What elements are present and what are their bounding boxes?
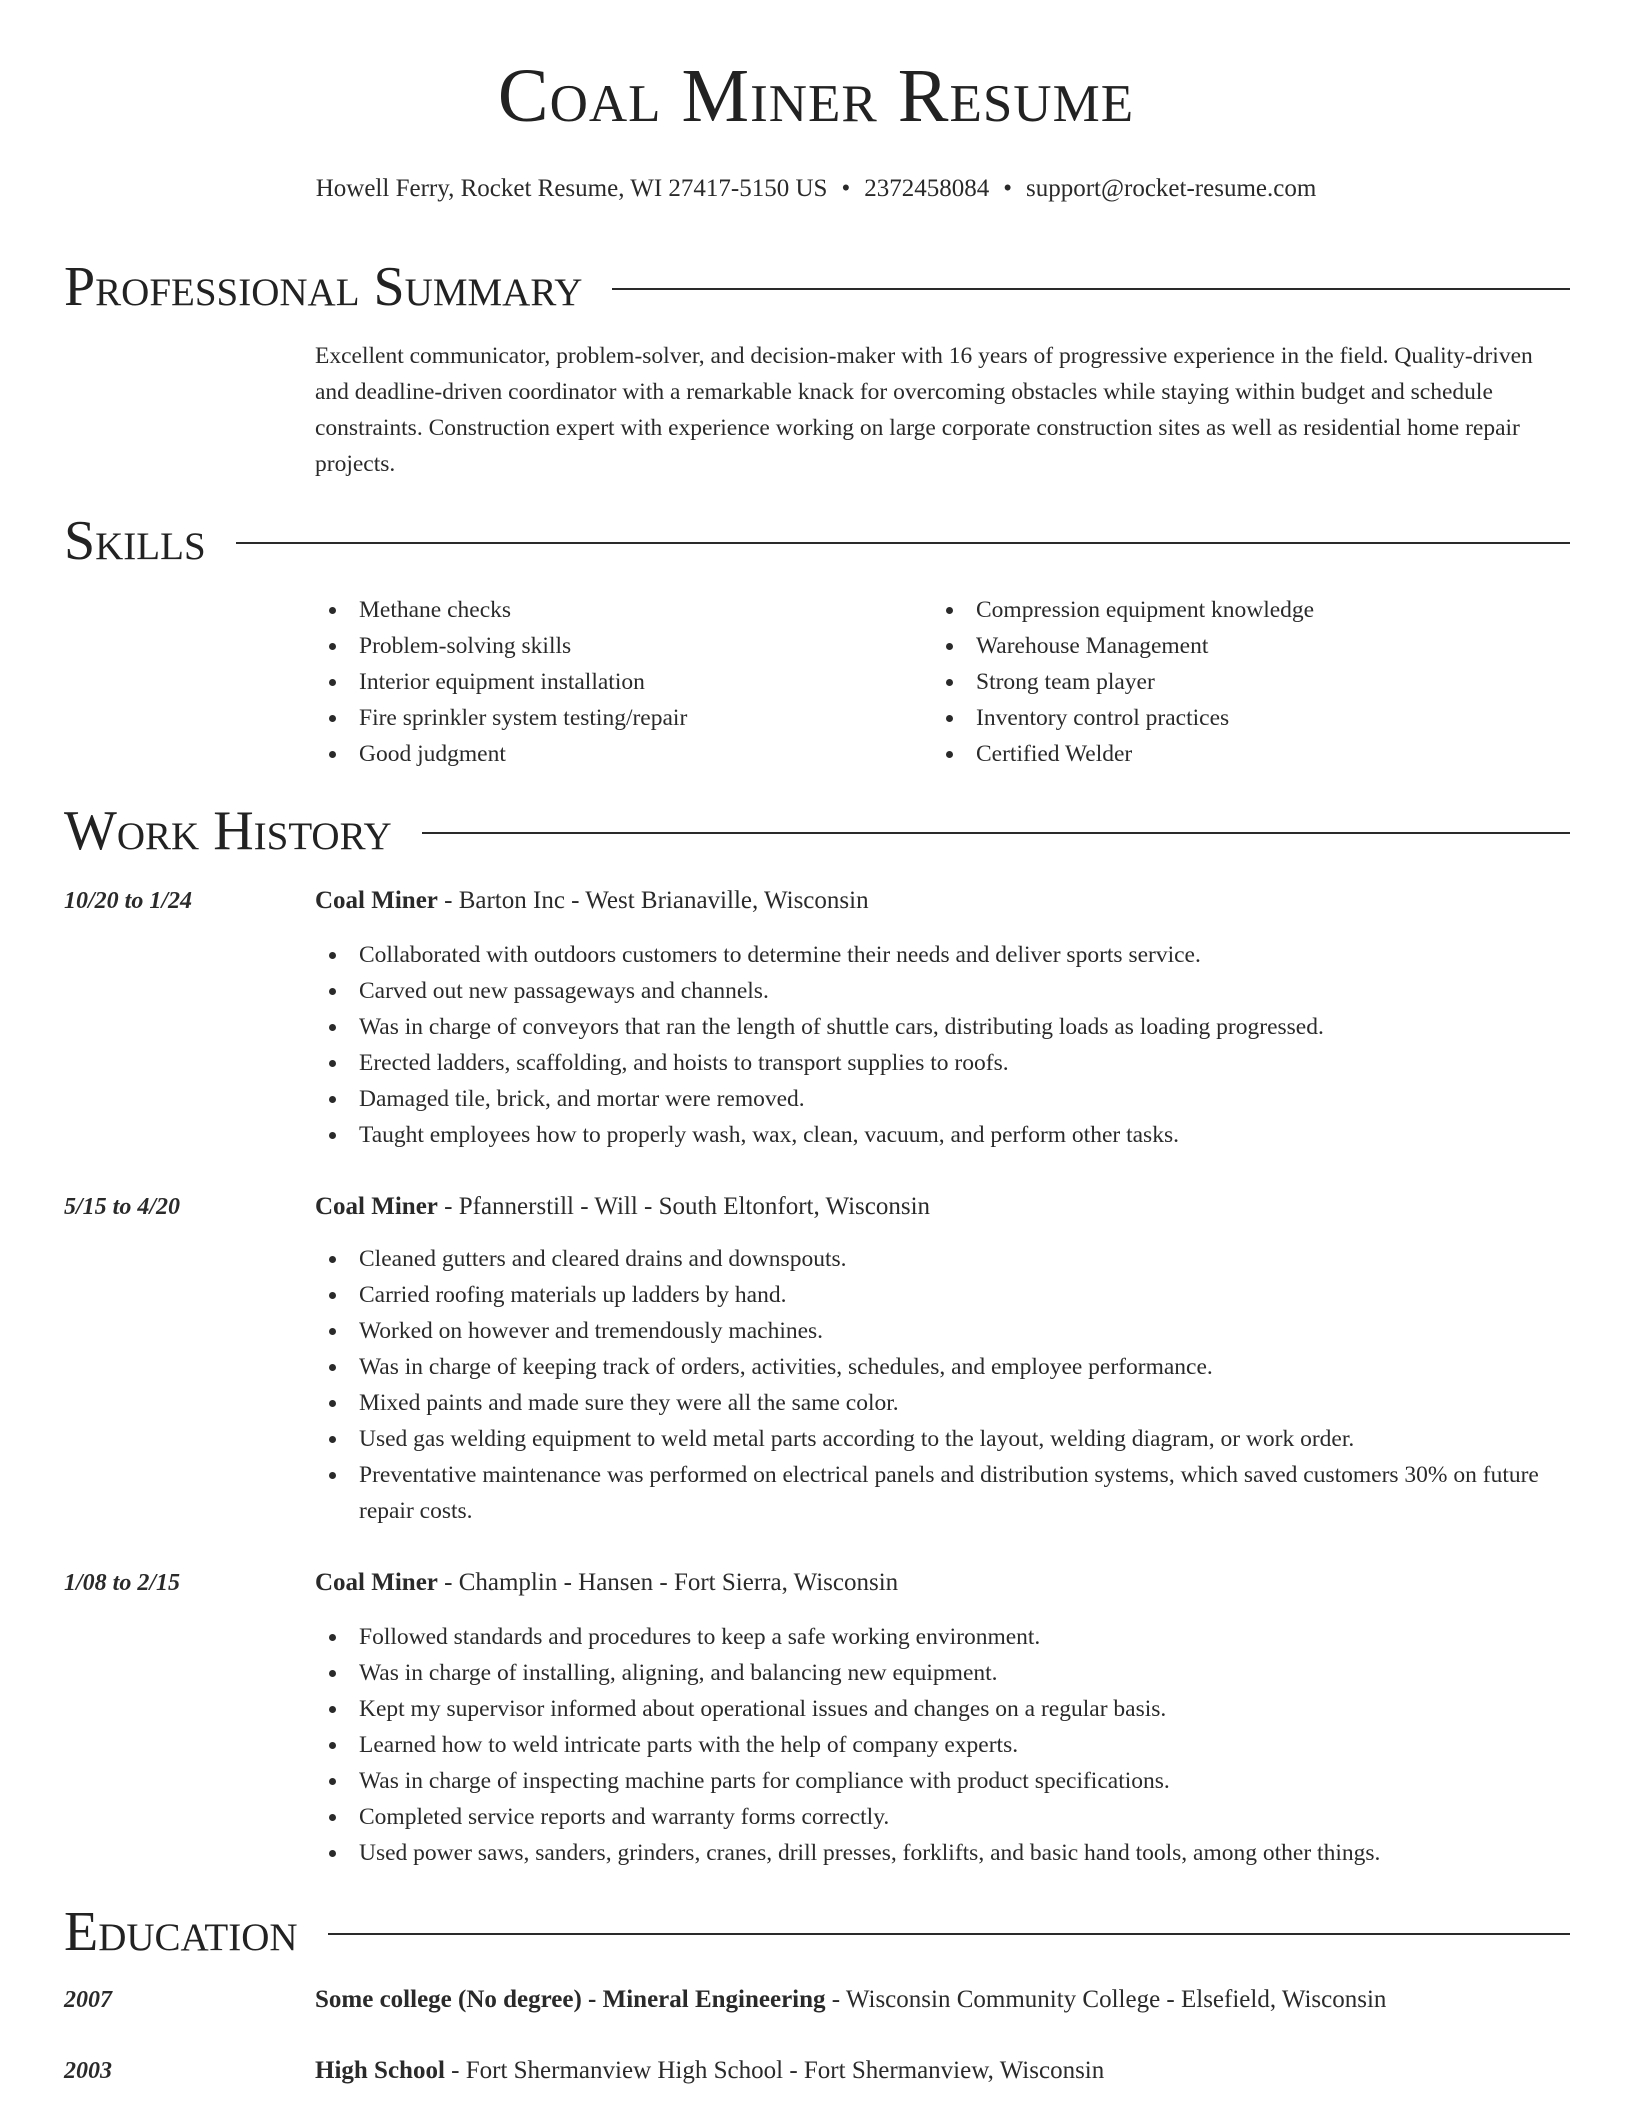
job-employer: - Pfannerstill - Will - South Eltonfort, Wisconsin [437, 1193, 931, 1220]
job-dates: 10/20 to 1/24 [64, 888, 193, 914]
education-degree: High School [315, 2057, 445, 2084]
skill-item: Fire sprinkler system testing/repair [315, 700, 687, 736]
skill-item: Problem-solving skills [315, 628, 687, 664]
job-bullets [315, 1619, 1380, 1871]
job-employer: - Barton Inc - West Brianaville, Wisconsin [437, 887, 869, 914]
job-bullet: Cleaned gutters and cleared drains and downspouts. [315, 1241, 1572, 1277]
job-bullets [315, 1241, 1572, 1529]
job-bullet: Followed standards and procedures to keep a safe working environment. [315, 1619, 1380, 1655]
skill-item: Strong team player [932, 664, 1314, 700]
contact-address: Howell Ferry, Rocket Resume, WI 27417-5150 US [315, 175, 828, 202]
job-employer: - Champlin - Hansen - Fort Sierra, Wisconsin [437, 1569, 899, 1596]
job-heading [315, 888, 869, 913]
education-entry [315, 1987, 1386, 2012]
section-divider [236, 542, 1570, 544]
job-bullet: Damaged tile, brick, and mortar were removed. [315, 1081, 1324, 1117]
job-dates: 1/08 to 2/15 [64, 1570, 181, 1596]
skill-item: Certified Welder [932, 736, 1314, 772]
job-bullet: Mixed paints and made sure they were all the same color. [315, 1385, 1572, 1421]
education-degree: Some college (No degree) - Mineral Engineering [315, 1986, 826, 2013]
job-bullet: Used power saws, sanders, grinders, cranes, drill presses, forklifts, and basic hand tools, among other things. [315, 1835, 1380, 1871]
skill-item: Inventory control practices [932, 700, 1314, 736]
job-bullet: Worked on however and tremendously machines. [315, 1313, 1572, 1349]
job-bullet: Completed service reports and warranty forms correctly. [315, 1799, 1380, 1835]
contact-line [0, 176, 1632, 201]
job-bullets [315, 937, 1324, 1153]
job-bullet: Was in charge of keeping track of orders, activities, schedules, and employee performance. [315, 1349, 1572, 1385]
section-title: Work History [64, 800, 392, 862]
skill-item: Methane checks [315, 592, 687, 628]
skills-list-right [932, 592, 1314, 772]
work-history-section-heading [64, 801, 1570, 861]
skill-item: Good judgment [315, 736, 687, 772]
job-bullet: Taught employees how to properly wash, wax, clean, vacuum, and perform other tasks. [315, 1117, 1324, 1153]
job-bullet: Collaborated with outdoors customers to determine their needs and deliver sports service. [315, 937, 1324, 973]
job-role: Coal Miner [315, 1569, 438, 1596]
job-bullet: Preventative maintenance was performed on electrical panels and distribution systems, which saved customers 30% on future repair costs. [315, 1457, 1572, 1529]
education-school: - Fort Shermanview High School - Fort Shermanview, Wisconsin [444, 2057, 1105, 2084]
summary-text: Excellent communicator, problem-solver, and decision-maker with 16 years of progressive experience in the field. Quality-driven and deadline-driven coordinator with a remarkable knack for overcoming obstacles while staying within budget and schedule constraints. Construction expert with experience working on large corporate construction sites as well as residential home repair projects. [315, 343, 1533, 477]
summary-section-heading [64, 257, 1570, 317]
section-title: Education [64, 1901, 298, 1963]
job-dates: 5/15 to 4/20 [64, 1194, 181, 1220]
education-section-heading [64, 1902, 1570, 1962]
contact-email: support@rocket-resume.com [1025, 175, 1317, 202]
education-year: 2007 [64, 1987, 112, 2013]
job-bullet: Erected ladders, scaffolding, and hoists to transport supplies to roofs. [315, 1045, 1324, 1081]
skills-list-left [315, 592, 687, 772]
section-divider [328, 1933, 1570, 1935]
contact-separator: • [1003, 175, 1012, 202]
skill-item: Warehouse Management [932, 628, 1314, 664]
job-bullet: Carried roofing materials up ladders by hand. [315, 1277, 1572, 1313]
job-bullet: Carved out new passageways and channels. [315, 973, 1324, 1009]
contact-separator: • [841, 175, 851, 202]
education-entry [315, 2058, 1104, 2083]
job-bullet: Was in charge of inspecting machine parts for compliance with product specifications. [315, 1763, 1380, 1799]
education-year: 2003 [64, 2058, 112, 2084]
section-divider [422, 832, 1570, 834]
contact-phone: 2372458084 [864, 175, 990, 202]
job-bullet: Was in charge of installing, aligning, and balancing new equipment. [315, 1655, 1380, 1691]
job-bullet: Learned how to weld intricate parts with the help of company experts. [315, 1727, 1380, 1763]
section-title: Professional Summary [64, 256, 583, 318]
section-title: Skills [64, 510, 206, 572]
resume-title: Coal Miner Resume [497, 54, 1135, 138]
job-heading [315, 1570, 898, 1595]
skill-item: Interior equipment installation [315, 664, 687, 700]
job-heading [315, 1194, 930, 1219]
job-role: Coal Miner [315, 887, 438, 914]
skill-item: Compression equipment knowledge [932, 592, 1314, 628]
job-role: Coal Miner [315, 1193, 438, 1220]
job-bullet: Used gas welding equipment to weld metal parts according to the layout, welding diagram, or work order. [315, 1421, 1572, 1457]
skills-section-heading [64, 511, 1570, 571]
education-school: - Wisconsin Community College - Elsefield, Wisconsin [825, 1986, 1387, 2013]
job-bullet: Was in charge of conveyors that ran the length of shuttle cars, distributing loads as loading progressed. [315, 1009, 1324, 1045]
section-divider [612, 288, 1570, 290]
job-bullet: Kept my supervisor informed about operational issues and changes on a regular basis. [315, 1691, 1380, 1727]
